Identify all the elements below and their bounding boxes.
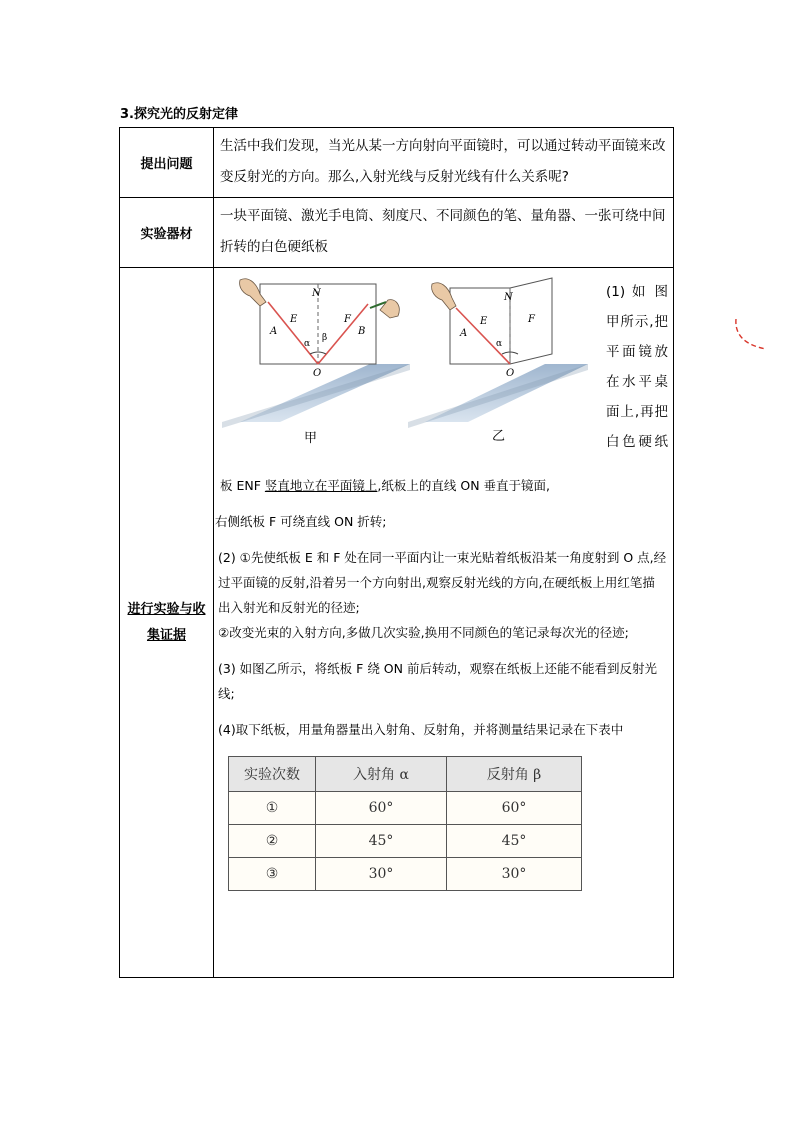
incident-cell: 45° [316, 825, 447, 858]
step3-text: (3) 如图乙所示，将纸板 F 绕 ON 前后转动，观察在纸板上还能不能看到反射光线; [218, 661, 657, 701]
step1-underlined: 竖直地立在平面镜上 [264, 478, 378, 493]
step2-part1: (2) ①先使纸板 E 和 F 处在同一平面内让一束光贴着纸板沿某一角度射到 O 点,经过平面镜的反射,沿着另一个方向射出,观察反射光线的方向,在硬纸板上用红笔描出入射光和反射光的径迹; [218, 550, 667, 615]
results-table-wrap [228, 756, 582, 891]
section-heading: 3.探究光的反射定律 [120, 107, 238, 122]
header-incident: 入射角 α [316, 757, 447, 792]
header-reflect: 反射角 β [447, 757, 582, 792]
letter-a-jia: A [270, 326, 278, 337]
letter-o-yi: O [506, 368, 515, 379]
letter-alpha-jia: α [304, 339, 311, 349]
trial-cell: ② [229, 825, 316, 858]
experiment-row [120, 268, 674, 978]
experiment-figure [220, 272, 600, 467]
experiment-table [119, 127, 674, 978]
letter-o-jia: O [313, 368, 322, 379]
equipment-row [120, 198, 674, 268]
header-trial: 实验次数 [229, 757, 316, 792]
question-label: 提出问题 [120, 128, 214, 198]
step1-line2: 右侧纸板 F 可绕直线 ON 折转; [215, 514, 387, 529]
figure-block [214, 268, 673, 473]
letter-f-yi: F [528, 314, 535, 325]
step1-line: 板 ENF 竖直地立在平面镜上,纸板上的直线 ON 垂直于镜面, [220, 478, 550, 493]
step2-part2: ②改变光束的入射方向,多做几次实验,换用不同颜色的笔记录每次光的径迹; [218, 625, 629, 640]
letter-a-yi: A [460, 328, 468, 339]
experiment-content [214, 268, 674, 978]
reflect-cell: 45° [447, 825, 582, 858]
letter-n-yi: N [504, 292, 513, 303]
experiment-label [120, 268, 214, 978]
equipment-text: 一块平面镜、激光手电筒、刻度尺、不同颜色的笔、量角器、一张可绕中间折转的白色硬纸板 [214, 198, 674, 268]
question-row [120, 128, 674, 198]
letter-n-jia: N [312, 288, 321, 299]
results-header-row [229, 757, 582, 792]
equipment-label: 实验器材 [120, 198, 214, 268]
letter-b-jia: B [358, 326, 366, 337]
table-row [229, 792, 582, 825]
experiment-label-line1: 进行实验与收 [127, 601, 206, 617]
step1-side-text: (1) 如 图 甲所示,把 平面镜放 在水平桌 面上,再把 白色硬纸 [606, 284, 668, 450]
question-text: 生活中我们发现，当光从某一方向射向平面镜时，可以通过转动平面镜来改变反射光的方向。那么,入射光线与反射光线有什么关系呢? [214, 128, 674, 198]
reflect-cell: 60° [447, 792, 582, 825]
letter-f-jia: F [344, 314, 351, 325]
incident-cell: 30° [316, 858, 447, 891]
step4-text: (4)取下纸板，用量角器量出入射角、反射角，并将测量结果记录在下表中 [218, 722, 624, 737]
table-row [229, 825, 582, 858]
margin-mark-icon [726, 313, 770, 357]
trial-cell: ③ [229, 858, 316, 891]
figure-label-yi: 乙 [492, 429, 506, 444]
incident-cell: 60° [316, 792, 447, 825]
trial-cell: ① [229, 792, 316, 825]
letter-alpha-yi: α [496, 339, 503, 349]
letter-e-yi: E [480, 316, 488, 327]
table-row [229, 858, 582, 891]
results-table [228, 756, 582, 891]
letter-beta-jia: β [322, 333, 328, 343]
letter-e-jia: E [290, 314, 298, 325]
figure-label-jia: 甲 [304, 431, 318, 446]
reflect-cell: 30° [447, 858, 582, 891]
experiment-label-line2: 集证据 [146, 627, 186, 643]
